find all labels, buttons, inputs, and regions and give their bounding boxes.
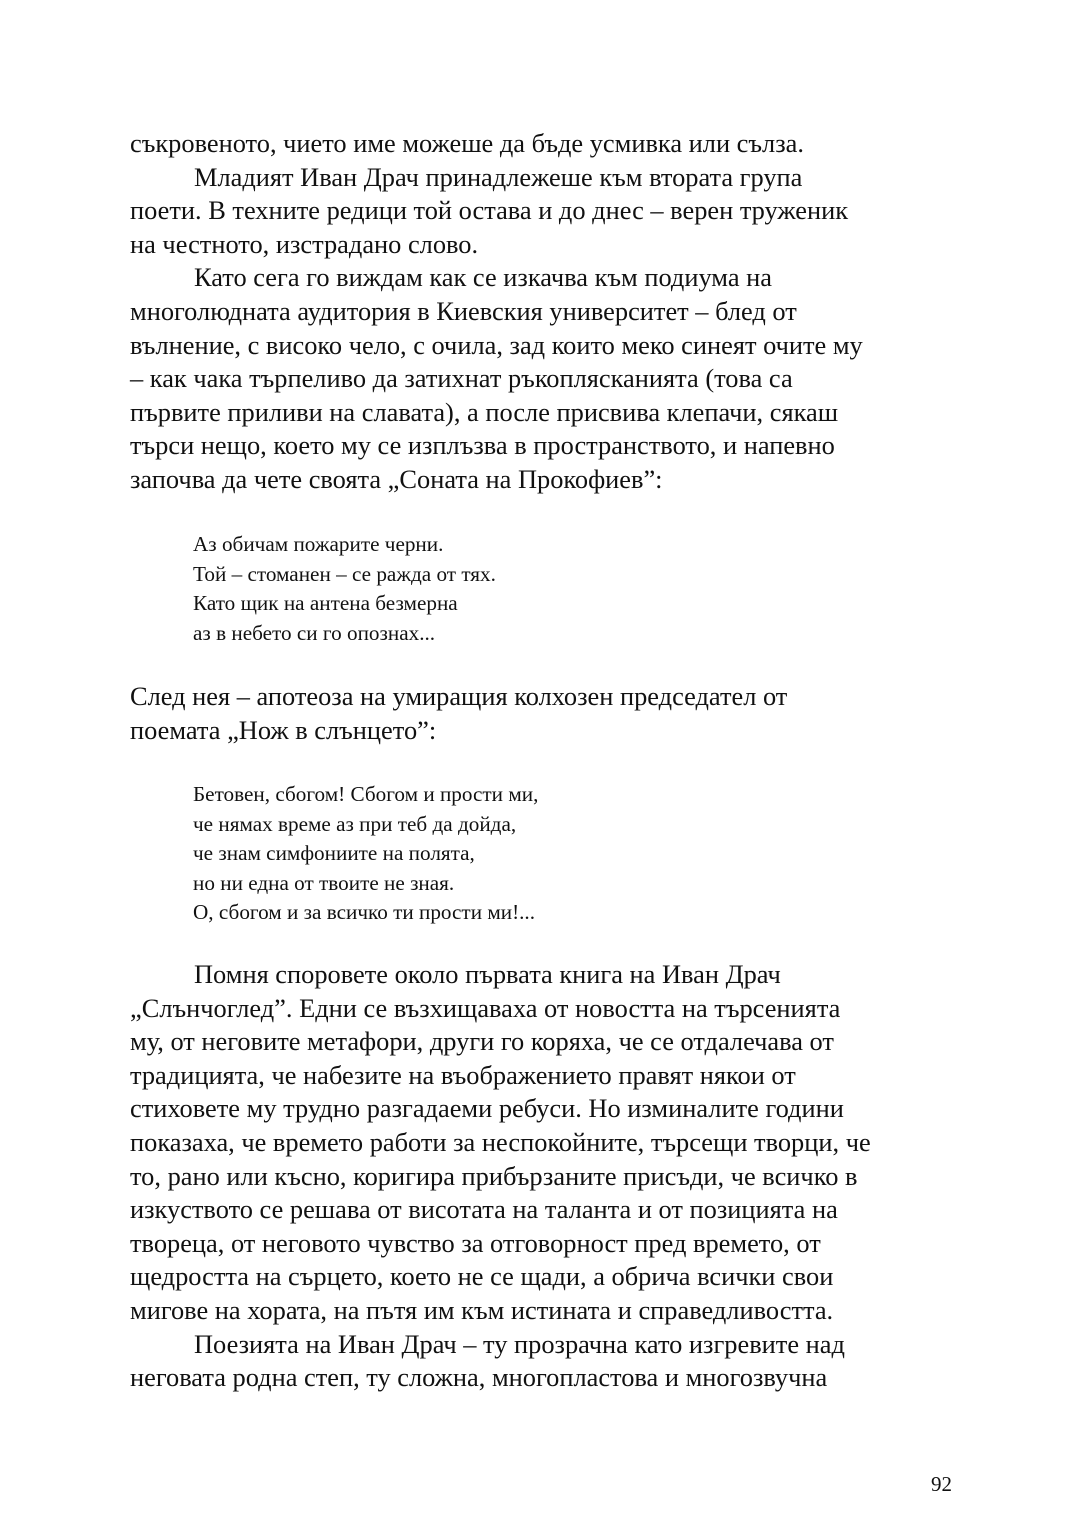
prose-block-1 bbox=[130, 127, 960, 497]
prose-block-2 bbox=[130, 680, 960, 747]
text-line: първите приливи на славата), а после присвива клепачи, сякаш bbox=[130, 396, 839, 427]
verse-quote-2 bbox=[193, 780, 893, 928]
text-line: мигове на хората, на пътя им към истината и справедливостта. bbox=[130, 1294, 834, 1325]
verse-line: аз в небето си го опознах... bbox=[193, 620, 436, 645]
text-line: „Слънчоглед”. Едни се възхищаваха от новостта на търсенията bbox=[130, 992, 841, 1023]
verse-line: О, сбогом и за всичко ти прости ми!... bbox=[193, 900, 536, 925]
text-line: След нея – апотеоза на умиращия колхозен председател от bbox=[130, 681, 788, 711]
verse-line: но ни една от твоите не зная. bbox=[193, 870, 455, 895]
text-line: търси нещо, което му се изплъзва в пространството, и напевно bbox=[130, 430, 835, 461]
text-line: вълнение, с високо чело, с очила, зад които меко синеят очите му bbox=[130, 329, 863, 360]
text-line: неговата родна степ, ту сложна, многопластова и многозвучна bbox=[130, 1362, 828, 1393]
text-line: поети. В техните редици той остава и до днес – верен труженик bbox=[130, 195, 849, 226]
verse-line: че знам симфониите на полята, bbox=[193, 841, 475, 866]
text-line: Като сега го виждам как се изкачва към подиума на bbox=[194, 262, 772, 293]
text-line: Младият Иван Драч принадлежеше към втората група bbox=[194, 161, 803, 192]
text-line: многолюдната аудитория в Киевския университет – блед от bbox=[130, 295, 797, 326]
text-line: поемата „Нож в слънцето”: bbox=[130, 714, 437, 745]
text-line: на честното, изстрадано слово. bbox=[130, 228, 479, 259]
verse-line: че нямах време аз при теб да дойда, bbox=[193, 811, 517, 836]
text-line: му, от неговите метафори, други го коряха, че се отдалечава от bbox=[130, 1026, 834, 1057]
prose-block-3 bbox=[130, 958, 960, 1395]
verse-line: Като щик на антена безмерна bbox=[193, 591, 458, 616]
text-line: съкровеното, чието име можеше да бъде усмивка или сълза. bbox=[130, 128, 804, 158]
verse-line: Аз обичам пожарите черни. bbox=[193, 532, 444, 556]
text-line: изкуството се решава от висотата на таланта и от позицията на bbox=[130, 1194, 838, 1225]
text-line: стиховете му трудно разгадаеми ребуси. Но изминалите години bbox=[130, 1093, 844, 1124]
verse-quote-1 bbox=[193, 530, 893, 648]
text-line: щедростта на сърцето, което не се щади, а обрича всички свои bbox=[130, 1261, 834, 1292]
page-number: 92 bbox=[931, 1472, 952, 1496]
text-line: традицията, че набезите на въображението правят някои от bbox=[130, 1059, 796, 1090]
text-line: показаха, че времето работи за неспокойните, търсещи творци, че bbox=[130, 1126, 871, 1157]
verse-line: Бетовен, сбогом! Сбогом и прости ми, bbox=[193, 782, 539, 806]
verse-line: Той – стоманен – се ражда от тях. bbox=[193, 561, 496, 586]
text-line: твореца, от неговото чувство за отговорност пред времето, от bbox=[130, 1227, 821, 1258]
text-line: Помня споровете около първата книга на Иван Драч bbox=[194, 959, 781, 989]
text-line: то, рано или късно, коригира прибързаните присъди, че всичко в bbox=[130, 1160, 858, 1191]
text-line: започва да чете своята „Соната на Прокофиев”: bbox=[130, 463, 663, 494]
text-line: Поезията на Иван Драч – ту прозрачна като изгревите над bbox=[194, 1328, 845, 1359]
text-line: – как чака търпеливо да затихнат ръкоплясканията (това са bbox=[130, 363, 793, 394]
